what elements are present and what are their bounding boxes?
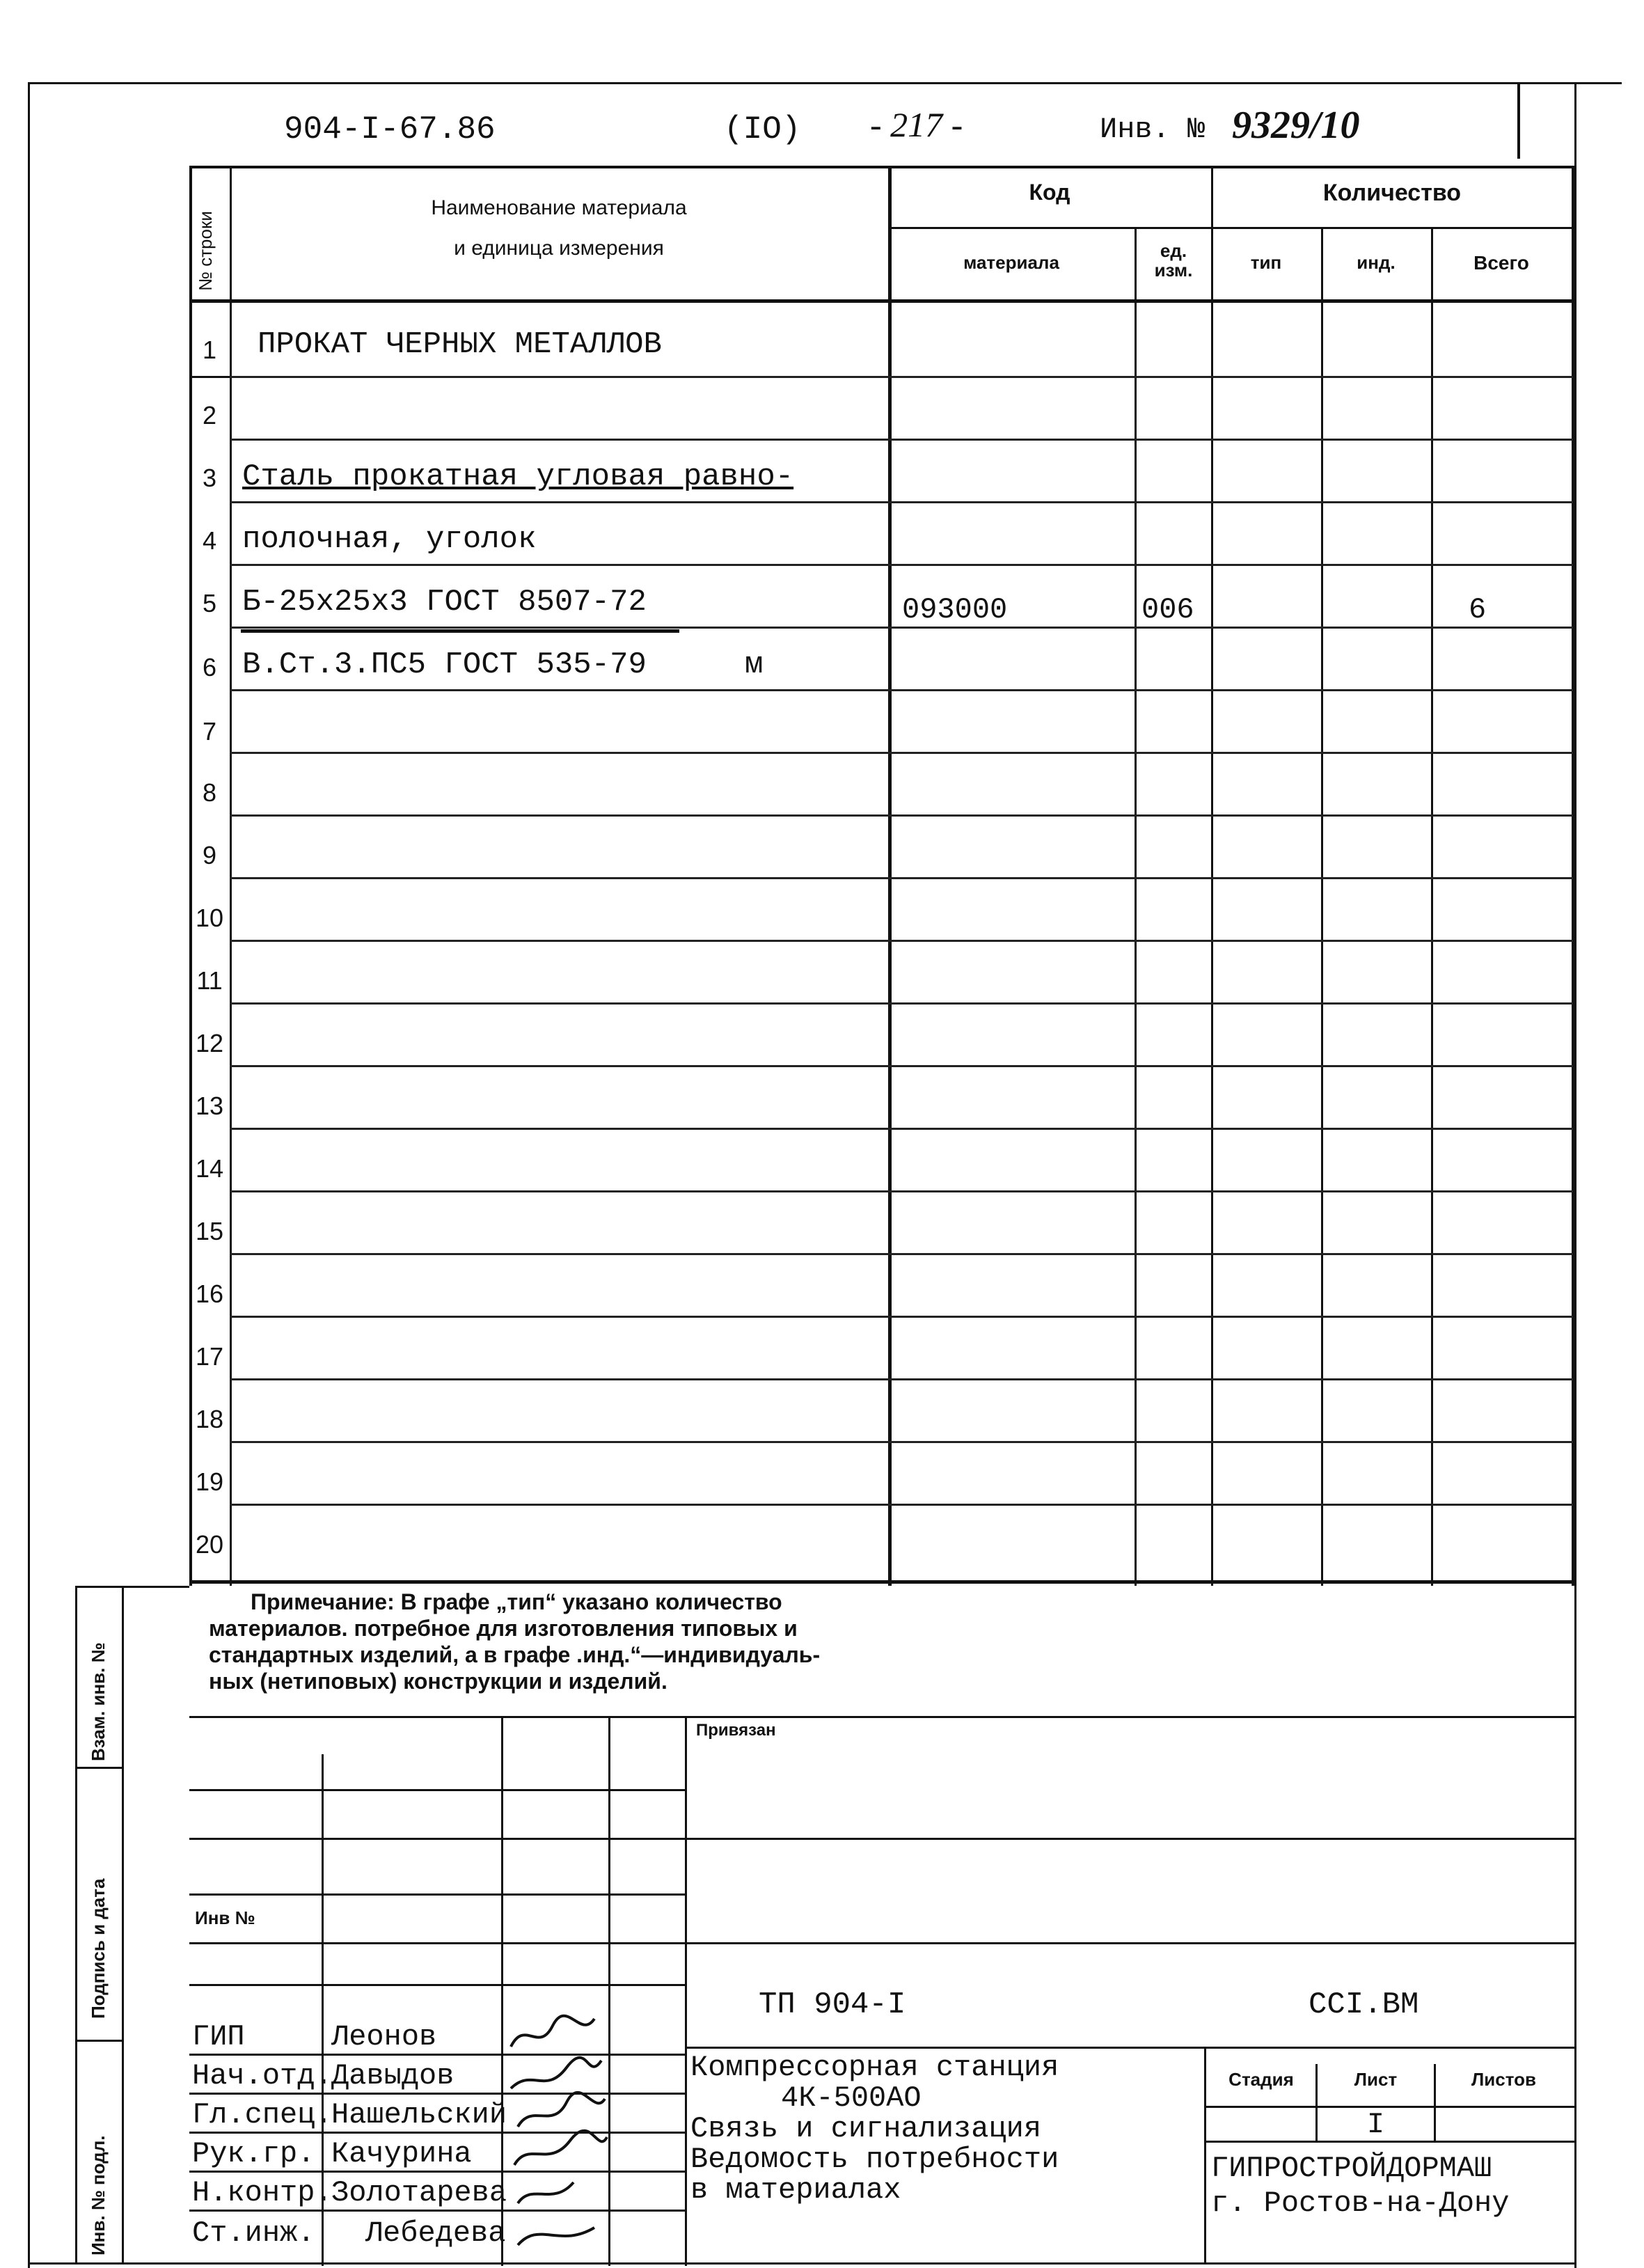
header-subline [888,227,1574,229]
inv-no-label: Инв № [195,1907,255,1928]
signature [518,2182,574,2203]
name-header-line2: и единица измерения [454,237,664,260]
doc-title [690,2052,1059,2205]
stamp-divider [685,1716,687,2266]
row-number: 15 [195,1217,224,1245]
role: Ст.инж. [192,2216,315,2250]
row-number: 20 [195,1530,224,1559]
row-separator [230,1316,1573,1318]
sheets-label: Листов [1471,2069,1536,2090]
row-total: 6 [1469,593,1487,627]
row-number: 13 [195,1092,224,1120]
title-line: в материалах [690,2173,901,2207]
stamp-line [189,1984,685,1986]
row-number: 1 [202,336,217,364]
row-unit-mark: м [745,647,764,682]
row-number: 3 [202,464,217,492]
margin-strip-sep [75,1767,122,1769]
row-number: 12 [195,1029,224,1057]
role: Рук.гр. [192,2137,315,2171]
stamp-line [687,2047,1574,2049]
row-separator [230,877,1573,879]
person-name: Качурина [331,2137,472,2171]
stamp-top [189,1716,1574,1718]
row-separator [230,1128,1573,1130]
sheet-value: I [1366,2108,1385,2141]
margin-strip-sep [75,2040,122,2042]
row-number: 16 [195,1279,224,1308]
organization [1211,2151,1509,2221]
row-no-header: № строки [195,211,216,291]
row-number: 5 [202,589,217,617]
stamp-line [189,1838,685,1840]
row-unit: 006 [1141,593,1194,627]
vzam-label: Взам. инв. № [88,1642,109,1761]
note-line: стандартных изделий, а в графе .инд.“—индивидуаль- [209,1642,821,1667]
frame-left [28,82,30,2268]
stamp-line [189,2093,685,2095]
qty-total-header: Всего [1473,252,1529,274]
person-row-last [192,2214,506,2262]
signature [511,2016,594,2047]
row-name: В.Ст.3.ПС5 ГОСТ 535-79 [242,647,647,682]
row-separator [230,1504,1573,1506]
people-names [331,2017,507,2212]
header-tick [1517,82,1520,159]
role: Гл.спец. [192,2098,333,2132]
frame-bottom [28,2262,1576,2265]
person-name: Золотарева [331,2176,507,2210]
role: Н.контр. [192,2176,333,2210]
table-right [1572,166,1575,1586]
role: Нач.отд. [192,2059,333,2093]
row-separator [230,627,1573,629]
signature-marks [504,2012,608,2262]
row-number: 11 [196,966,223,995]
table-bottom [189,1580,1574,1584]
stamp-line [189,2210,685,2212]
role: ГИП [192,2020,245,2054]
stamp-line [189,2171,685,2173]
stamp-line [687,1838,1574,1840]
signature [514,2131,607,2165]
row-separator [230,1190,1573,1192]
row-number: 7 [202,717,217,746]
row-number: 10 [195,904,224,932]
row-separator [230,752,1573,754]
row-separator [230,1253,1573,1255]
person-name: Леонов [331,2020,437,2054]
row-number: 17 [195,1342,224,1371]
row-number: 18 [195,1405,224,1433]
doc-code: 904-I-67.86 [284,111,496,148]
code-unit-header: ед. изм. [1154,240,1193,281]
stamp-line [189,2132,685,2134]
row-separator [230,814,1573,817]
row-number: 14 [195,1154,224,1183]
stamp-col-date [608,1716,610,2266]
stamp-line [687,1942,1574,1944]
table-top [189,166,1574,168]
signature [518,2093,605,2127]
margin-strip-right [122,1586,124,2265]
privyazan-label: Привязан [696,1721,776,1740]
row-separator [230,501,1573,503]
col-divider-type [1321,228,1323,1586]
code-material-header: материала [963,252,1059,273]
title-line: Компрессорная станция [690,2051,1059,2084]
sheet-code: ССI.ВМ [1309,1987,1419,2022]
title-line: Ведомость потребности [690,2143,1059,2176]
stamp-line [189,1893,685,1896]
frame-top [28,82,1622,84]
row-number: 9 [202,841,217,869]
person-name: Лебедева [365,2216,506,2250]
row-separator [230,439,1573,441]
inv-number: 9329/10 [1232,104,1360,147]
row-separator [230,1002,1573,1005]
stage-label: Стадия [1228,2069,1294,2090]
row-number: 4 [202,526,217,555]
table-left [189,166,192,1586]
title-line: Связь и сигнализация [690,2112,1042,2145]
doc-ref: ТП 904-I [759,1987,906,2022]
person-name: Нашельский [331,2098,507,2132]
rownum-separator [189,376,230,378]
row-separator [230,1378,1573,1380]
note [209,1589,820,1694]
stamp-line [189,2054,685,2056]
people-roles [192,2017,333,2212]
row-separator [230,689,1573,691]
row-number: 8 [202,778,217,807]
row-name: полочная, уголок [242,522,537,557]
row-number: 2 [202,401,217,430]
note-line: ных (нетиповых) конструкции и изделий. [209,1669,667,1694]
row-separator [230,376,1573,378]
row-number: 19 [195,1467,224,1496]
col-divider-code [1135,228,1137,1586]
signature [518,2228,594,2245]
note-line: материалов. потребное для изготовления типовых и [209,1616,798,1641]
row-separator [230,564,1573,566]
qty-type-header: тип [1250,252,1282,273]
podpis-label: Подпись и дата [88,1878,109,2019]
page-number: - 217 - [870,105,963,144]
row-name: ПРОКАТ ЧЕРНЫХ МЕТАЛЛОВ [258,327,662,362]
row-name: Сталь прокатная угловая равно- [242,459,794,494]
sheet-label: Лист [1354,2069,1398,2090]
inv-podl-label: Инв. № подл. [88,2135,109,2255]
row-name: Б-25х25х3 ГОСТ 8507-72 [242,585,647,620]
row-separator [230,1441,1573,1443]
col-divider-unit [1211,166,1213,1586]
title-line: 4К-500АО [781,2081,922,2115]
row-separator [230,1065,1573,1067]
name-header-line1: Наименование материала [431,196,687,219]
rownum-divider [230,166,232,1586]
signature [511,2058,601,2088]
org-line: ГИПРОСТРОЙДОРМАШ [1211,2152,1492,2185]
col-divider-name [888,166,892,1586]
note-line: Примечание: В графе „тип“ указано количество [251,1589,782,1614]
row-number: 6 [202,653,217,682]
stamp-col-stage [1204,2047,1206,2262]
col-divider-ind [1431,228,1433,1586]
qty-ind-header: инд. [1357,252,1396,273]
code-header: Код [1029,180,1070,205]
row-code: 093000 [902,593,1008,627]
org-line: г. Ростов-на-Дону [1211,2187,1510,2220]
person-name: Давыдов [331,2059,455,2093]
stamp-line [189,1942,685,1944]
inv-label: Инв. № [1100,113,1206,146]
row-5-underline [241,629,679,633]
sheet-mark: (IO) [724,111,801,148]
margin-strip-top [75,1586,189,1588]
margin-strip-left [75,1586,77,2265]
quantity-header: Количество [1322,180,1462,206]
header-bottom [189,299,1574,303]
row-separator [230,940,1573,942]
stamp-line [189,1789,685,1791]
